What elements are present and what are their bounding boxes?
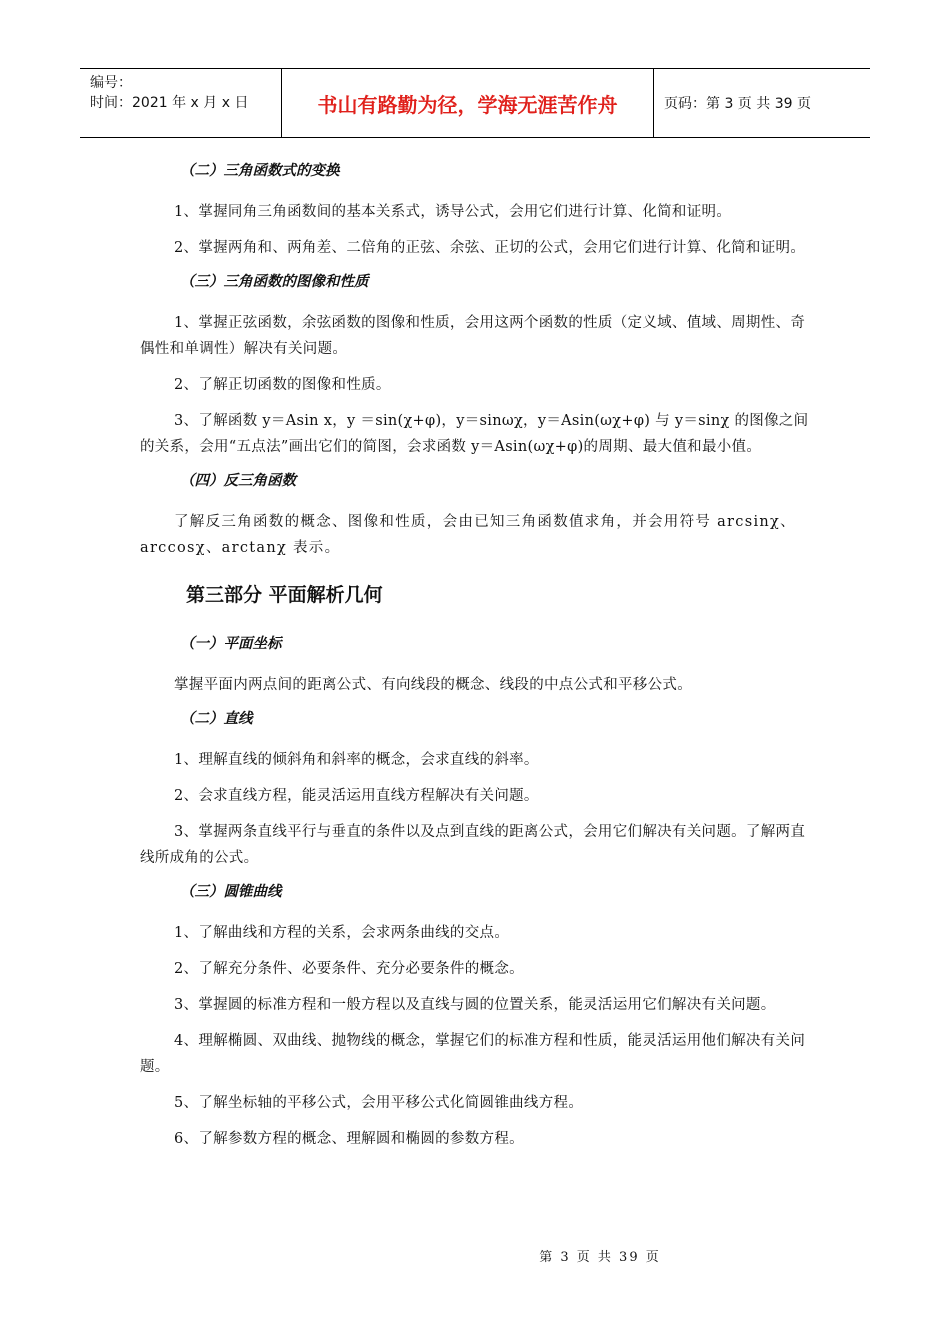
paragraph: 掌握平面内两点间的距离公式、有向线段的概念、线段的中点公式和平移公式。	[174, 677, 692, 693]
paragraph: 1、掌握正弦函数，余弦函数的图像和性质，会用这两个函数的性质（定义域、值域、周期性、奇偶性和单调性）解决有关问题。	[140, 315, 806, 357]
header-time-label: 时间：2021 年 x 月 x 日	[90, 95, 249, 111]
paragraph: 2、会求直线方程，能灵活运用直线方程解决有关问题。	[174, 788, 539, 804]
part-title-analytic-geometry: 第三部分 平面解析几何	[186, 584, 383, 606]
section-title-conic-sections: （三）圆锥曲线	[180, 884, 282, 900]
section-title-plane-coordinates: （一）平面坐标	[180, 636, 282, 652]
document-body	[140, 160, 812, 1162]
paragraph: 3、掌握两条直线平行与垂直的条件以及点到直线的距离公式，会用它们解决有关问题。了解两直线所成角的公式。	[140, 824, 806, 866]
section-title-trig-transform: （二）三角函数式的变换	[180, 163, 340, 179]
section-title-trig-graphs: （三）三角函数的图像和性质	[180, 274, 369, 290]
paragraph: 6、了解参数方程的概念、理解圆和椭圆的参数方程。	[174, 1131, 524, 1147]
page-footer: 第 3 页 共 39 页	[539, 1250, 661, 1265]
paragraph: 3、了解函数 y＝Asin x，y ＝sin(χ+φ)，y＝sinωχ，y＝Asin(ωχ+φ) 与 y＝sinχ 的图像之间的关系，会用“五点法”画出它们的简图，会求函数 y＝Asin(ωχ+φ)的周期、最大值和最小值。	[140, 413, 809, 455]
header-id-label: 编号：	[90, 75, 132, 91]
section-title-lines: （二）直线	[180, 711, 253, 727]
header-motto: 书山有路勤为径，学海无涯苦作舟	[282, 69, 654, 137]
paragraph: 1、理解直线的倾斜角和斜率的概念，会求直线的斜率。	[174, 752, 539, 768]
header-page-info: 页码：第 3 页 共 39 页	[664, 96, 811, 112]
paragraph: 3、掌握圆的标准方程和一般方程以及直线与圆的位置关系，能灵活运用它们解决有关问题。	[174, 997, 776, 1013]
paragraph: 1、掌握同角三角函数间的基本关系式，诱导公式，会用它们进行计算、化简和证明。	[174, 204, 732, 220]
paragraph: 4、理解椭圆、双曲线、抛物线的概念，掌握它们的标准方程和性质，能灵活运用他们解决有关问题。	[140, 1033, 806, 1075]
paragraph: 2、了解充分条件、必要条件、充分必要条件的概念。	[174, 961, 524, 977]
header-meta	[80, 69, 282, 137]
paragraph: 了解反三角函数的概念、图像和性质，会由已知三角函数值求角，并会用符号 arcsinχ、 arccosχ、arctanχ 表示。	[140, 514, 796, 556]
paragraph: 2、掌握两角和、两角差、二倍角的正弦、余弦、正切的公式，会用它们进行计算、化简和证明。	[174, 240, 806, 256]
page-header	[80, 68, 870, 138]
paragraph: 1、了解曲线和方程的关系，会求两条曲线的交点。	[174, 925, 510, 941]
paragraph: 2、了解正切函数的图像和性质。	[174, 377, 391, 393]
paragraph: 5、了解坐标轴的平移公式，会用平移公式化简圆锥曲线方程。	[174, 1095, 584, 1111]
section-title-inverse-trig: （四）反三角函数	[180, 473, 296, 489]
